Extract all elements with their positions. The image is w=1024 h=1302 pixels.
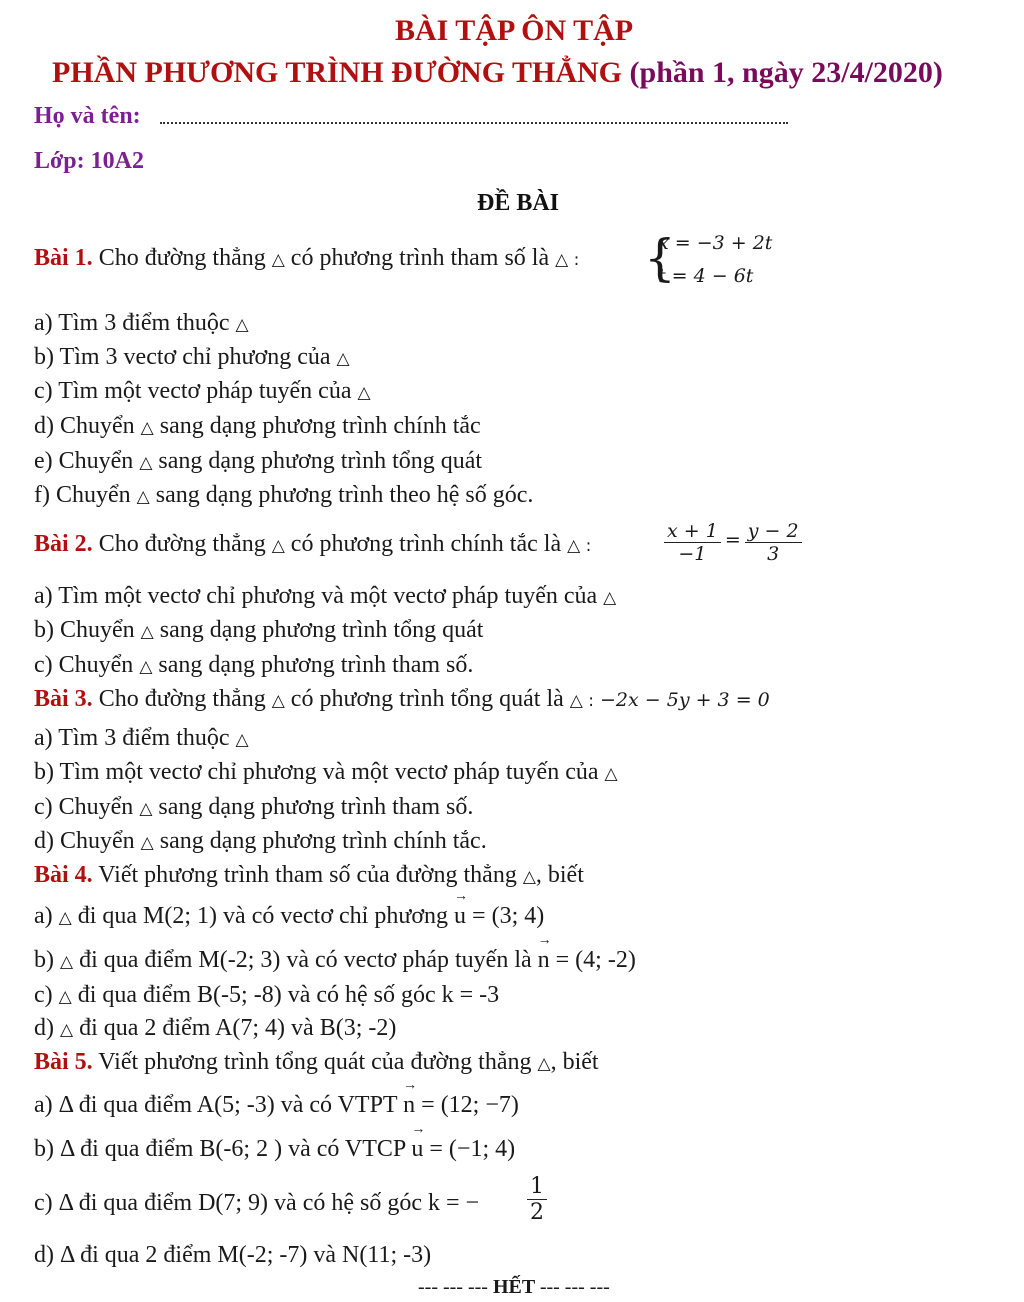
end-dashes-right: --- --- --- — [539, 1276, 610, 1298]
bai3-text: Cho đường thẳng — [92, 686, 272, 712]
delta-symbol: △ — [60, 952, 74, 972]
bai4-label: Bài 4. — [34, 862, 93, 888]
vector-value: = (4; -2) — [555, 947, 636, 973]
bai1-item-a — [34, 310, 249, 337]
bai1-item-e — [34, 448, 482, 475]
bai2-item-a — [34, 583, 616, 610]
item-text: đi qua M(2; 1) và có vectơ chỉ phương — [71, 903, 455, 929]
bai2-item-c — [34, 652, 473, 679]
bai4-statement — [34, 862, 584, 889]
bai4-item-c — [34, 982, 499, 1009]
item-tail: sang dạng phương trình tham số. — [152, 794, 474, 820]
delta-symbol: △ — [235, 730, 249, 750]
fraction-denominator: 2 — [530, 1200, 544, 1225]
delta-symbol: △ — [271, 691, 285, 711]
item-text: b) Δ đi qua điểm B(-6; 2 ) và có VTCP — [34, 1136, 412, 1162]
item-text: b) Tìm 3 vectơ chỉ phương của — [34, 344, 337, 370]
delta-symbol: △ — [58, 908, 72, 928]
delta-colon-symbol: △ : — [569, 691, 595, 711]
bai1-eq2: t = 4 − 6t — [658, 265, 754, 287]
section-title: ĐỀ BÀI — [477, 190, 560, 216]
delta-symbol: △ — [136, 487, 150, 507]
bai5-fraction — [527, 1174, 547, 1225]
bai3-item-a — [34, 725, 249, 752]
item-tail: sang dạng phương trình chính tắc. — [153, 828, 487, 854]
vector-u: → u — [454, 903, 466, 930]
system-brace: { — [644, 229, 676, 287]
vector-u: → u — [411, 1136, 423, 1163]
end-dashes-left: --- --- --- — [418, 1276, 488, 1298]
subtitle-main: PHẦN PHƯƠNG TRÌNH ĐƯỜNG THẲNG — [52, 56, 630, 89]
delta-symbol: △ — [336, 349, 350, 369]
item-text: a) Tìm 3 điểm thuộc — [34, 310, 236, 336]
name-field-dots — [160, 102, 788, 124]
bai2-text: Cho đường thẳng — [92, 531, 272, 557]
fraction-numerator: x + 1 — [664, 520, 721, 543]
class-label: Lớp: 10A2 — [34, 148, 144, 174]
bai2-label: Bài 2. — [34, 531, 93, 557]
fraction-numerator: y − 2 — [745, 520, 802, 543]
bai1-item-f — [34, 482, 533, 509]
fraction-denominator: −1 — [678, 543, 707, 565]
bai1-item-c — [34, 378, 371, 405]
delta-symbol: △ — [357, 383, 371, 403]
item-prefix: a) — [34, 903, 59, 929]
delta-symbol: △ — [271, 536, 285, 556]
bai1-label: Bài 1. — [34, 245, 93, 271]
delta-symbol: △ — [271, 250, 285, 270]
equals-sign: = — [724, 529, 741, 552]
item-text: d) Chuyển — [34, 828, 141, 854]
bai5-item-b — [34, 1136, 515, 1163]
delta-symbol: △ — [140, 418, 154, 438]
bai3-equation: −2x − 5y + 3 = 0 — [600, 689, 770, 711]
delta-colon-symbol: △ : — [555, 250, 580, 270]
bai1-statement — [34, 245, 579, 272]
delta-symbol: △ — [139, 657, 153, 677]
end-marker — [418, 1276, 610, 1299]
bai2-equation — [664, 520, 802, 565]
item-text: đi qua điểm M(-2; 3) và có vectơ pháp tuyến là — [73, 947, 538, 973]
item-text: a) Tìm một vectơ chỉ phương và một vectơ pháp tuyến của — [34, 583, 604, 609]
delta-symbol: △ — [58, 987, 72, 1007]
name-label: Họ và tên: — [34, 103, 141, 129]
item-text: f) Chuyển — [34, 482, 137, 508]
bai4-item-a — [34, 903, 544, 930]
bai3-text2: có phương trình tổng quát là — [284, 686, 570, 712]
item-tail: sang dạng phương trình theo hệ số góc. — [149, 482, 534, 508]
item-tail: sang dạng phương trình chính tắc — [153, 413, 481, 439]
item-text: a) Tìm 3 điểm thuộc — [34, 725, 236, 751]
item-tail: sang dạng phương trình tham số. — [152, 652, 474, 678]
fraction-numerator: 1 — [527, 1174, 547, 1200]
delta-symbol: △ — [139, 453, 153, 473]
delta-symbol: △ — [522, 867, 536, 887]
delta-colon-symbol: △ : — [567, 536, 592, 556]
bai3-item-c — [34, 794, 473, 821]
bai4-text: Viết phương trình tham số của đường thẳng — [92, 862, 523, 888]
item-tail: sang dạng phương trình tổng quát — [153, 617, 484, 643]
item-text: đi qua 2 điểm A(7; 4) và B(3; -2) — [73, 1015, 397, 1041]
item-text: c) Δ đi qua điểm D(7; 9) và có hệ số góc k = − — [34, 1190, 480, 1216]
item-prefix: b) — [34, 947, 60, 973]
bai5-text: Viết phương trình tổng quát của đường thẳng — [92, 1049, 538, 1075]
delta-symbol: △ — [60, 1020, 74, 1040]
fraction-1 — [664, 520, 721, 565]
vector-n: → n — [403, 1092, 415, 1119]
vector-value: = (12; −7) — [421, 1092, 519, 1118]
bai5-label: Bài 5. — [34, 1049, 93, 1075]
item-text: đi qua điểm B(-5; -8) và có hệ số góc k = -3 — [71, 982, 500, 1008]
fraction-half — [527, 1174, 547, 1225]
document-title: BÀI TẬP ÔN TẬP — [395, 14, 634, 47]
bai3-item-b — [34, 759, 618, 786]
bai5-text2: , biết — [550, 1049, 599, 1075]
end-label: HẾT — [492, 1276, 535, 1298]
subtitle-date: (phần 1, ngày 23/4/2020) — [629, 56, 943, 89]
delta-symbol: △ — [139, 799, 153, 819]
delta-symbol: △ — [537, 1054, 551, 1074]
delta-symbol: △ — [603, 588, 617, 608]
vector-n: → n — [538, 947, 550, 974]
bai1-item-b — [34, 344, 350, 371]
item-text: e) Chuyển — [34, 448, 140, 474]
item-text: b) Chuyển — [34, 617, 141, 643]
bai5-item-a — [34, 1092, 519, 1119]
item-text: c) Tìm một vectơ pháp tuyến của — [34, 378, 358, 404]
vector-value: = (−1; 4) — [429, 1136, 516, 1162]
delta-symbol: △ — [140, 833, 154, 853]
item-prefix: d) — [34, 1015, 60, 1041]
fraction-2 — [745, 520, 802, 565]
bai5-item-d — [34, 1242, 431, 1269]
bai1-item-d — [34, 413, 481, 440]
item-text: d) Chuyển — [34, 413, 141, 439]
document-subtitle — [52, 56, 943, 90]
bai4-item-d — [34, 1015, 396, 1042]
bai5-statement — [34, 1049, 599, 1076]
bai1-text: Cho đường thẳng — [92, 245, 272, 271]
item-text: c) Chuyển — [34, 652, 140, 678]
item-text: c) Chuyển — [34, 794, 140, 820]
bai5-item-c — [34, 1190, 479, 1217]
item-tail: sang dạng phương trình tổng quát — [152, 448, 483, 474]
bai2-statement — [34, 531, 591, 558]
item-text: b) Tìm một vectơ chỉ phương và một vectơ pháp tuyến của — [34, 759, 605, 785]
delta-symbol: △ — [140, 622, 154, 642]
bai3-statement — [34, 686, 770, 713]
delta-symbol: △ — [235, 315, 249, 335]
bai3-item-d — [34, 828, 487, 855]
bai1-text2: có phương trình tham số là — [284, 245, 556, 271]
bai4-text2: , biết — [535, 862, 584, 888]
delta-symbol: △ — [604, 764, 618, 784]
bai2-text2: có phương trình chính tắc là — [284, 531, 568, 557]
bai1-eq1: x = −3 + 2t — [658, 232, 773, 254]
fraction-denominator: 3 — [767, 543, 780, 565]
item-prefix: c) — [34, 982, 59, 1008]
bai4-item-b — [34, 947, 636, 974]
vector-value: = (3; 4) — [472, 903, 545, 929]
bai2-item-b — [34, 617, 483, 644]
bai3-label: Bài 3. — [34, 686, 93, 712]
item-text: a) Δ đi qua điểm A(5; -3) và có VTPT — [34, 1092, 404, 1118]
item-text: d) Δ đi qua 2 điểm M(-2; -7) và N(11; -3) — [34, 1242, 432, 1268]
